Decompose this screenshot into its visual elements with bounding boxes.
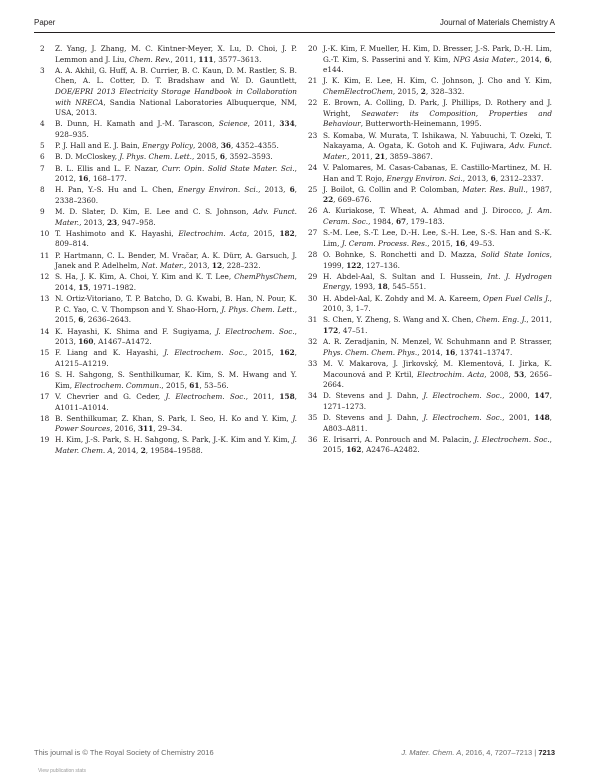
reference-text: , 2011, [526, 315, 552, 325]
reference-source: Chem. Eng. J. [475, 315, 527, 325]
reference-volume: 53 [514, 369, 525, 379]
reference-source: Energy Environ. Sci. [386, 173, 463, 183]
reference-source: J. Phys. Chem. Lett. [119, 152, 192, 162]
reference-text: , 947–958. [117, 217, 156, 227]
reference-volume: 61 [189, 380, 200, 390]
reference-volume: 15 [78, 283, 89, 292]
reference-text: , 13741–13747. [455, 347, 513, 357]
reference-text: H. Kim, J.-S. Park, S. H. Sahgong, S. Park, J.-K. Kim and Y. Kim, [55, 435, 293, 445]
reference-source: J. Mater. Chem. A [55, 435, 297, 456]
reference-text: , 1987, [525, 184, 552, 194]
reference-item [308, 435, 552, 456]
reference-item [40, 44, 297, 65]
reference-text: , 1999, [323, 250, 552, 270]
reference-number: 24 [308, 162, 318, 172]
reference-number: 9 [40, 207, 45, 217]
reference-text: , 2014, [515, 54, 545, 64]
reference-text: , 3859–3867. [385, 151, 433, 161]
reference-number: 20 [308, 44, 318, 53]
reference-text: , 3592–3593. [224, 152, 273, 162]
reference-text: , 2013, [462, 173, 491, 183]
reference-source: J. Electrochem. Soc. [423, 391, 503, 401]
section-label: Paper [34, 18, 56, 27]
reference-text: V. Chevrier and G. Ceder, [55, 391, 166, 401]
reference-number: 19 [40, 435, 50, 445]
reference-number: 30 [308, 293, 318, 303]
reference-text: F. Liang and K. Hayashi, [55, 348, 165, 358]
reference-text: M. V. Makarova, J. Jirkovský, M. Klementová, I. Jirka, K. Macounová and P. Krtil, [323, 358, 552, 379]
copyright-notice: This journal is © The Royal Society of Chemistry 2016 [34, 748, 214, 757]
reference-item [308, 315, 552, 336]
reference-text: , 2011, [245, 391, 280, 401]
reference-text: D. Stevens and J. Dahn, [323, 391, 424, 401]
reference-text: D. Stevens and J. Dahn, [323, 413, 424, 423]
reference-number: 27 [308, 228, 318, 238]
reference-source: Energy Environ. Sci. [178, 185, 259, 195]
reference-item [308, 76, 552, 97]
reference-text: A. R. Zeradjanin, N. Menzel, W. Schuhmann and P. Strasser, [323, 337, 552, 347]
reference-text: , 2011, [247, 119, 280, 129]
page-number: 7213 [538, 748, 555, 757]
reference-item [40, 207, 297, 228]
reference-volume: 16 [445, 347, 456, 357]
reference-volume: 162 [279, 348, 295, 358]
reference-item [40, 370, 297, 391]
reference-item [40, 251, 297, 272]
reference-text: , 2015, [55, 304, 298, 325]
reference-source: Nat. Mater. [141, 261, 185, 271]
reference-text: , 2008, [193, 141, 221, 151]
reference-number: 4 [40, 119, 45, 129]
reference-volume: 23 [106, 217, 118, 227]
reference-source: J. Electrochem. Soc. [165, 391, 246, 401]
reference-text: B. Dunn, H. Kamath and J.-M. Tarascon, [55, 119, 219, 129]
reference-text: P. J. Hall and E. J. Bain, [55, 141, 143, 151]
reference-text: , A1467–A1472. [93, 337, 152, 347]
reference-text: , 2015, [427, 238, 456, 248]
reference-source: Adv. Funct. Mater. [323, 141, 552, 161]
reference-number: 36 [308, 434, 318, 444]
reference-text: S. Ha, J. K. Kim, A. Choi, Y. Kim and K. T. Lee, [55, 272, 235, 282]
reference-volume: 2 [420, 86, 426, 96]
reference-item [40, 414, 297, 435]
reference-item [40, 185, 297, 206]
reference-source: ChemElectroChem [323, 86, 393, 96]
reference-text: , 2015, [246, 228, 280, 238]
reference-text: , A1011–A1014. [55, 391, 297, 412]
reference-item [308, 413, 552, 434]
reference-item [308, 228, 552, 249]
references-column-left [40, 44, 297, 457]
reference-volume: 6 [219, 152, 225, 162]
reference-text: E. Irisarri, A. Ponrouch and M. Palacin, [323, 434, 475, 444]
reference-number: 23 [308, 130, 318, 140]
reference-text: S. Komaba, W. Murata, T. Ishikawa, N. Yabuuchi, T. Ozeki, T. Nakayama, A. Ogata, K. Gotoh and K. Fujiwara, [323, 130, 552, 151]
reference-volume: 16 [78, 174, 89, 184]
reference-text: B. Senthilkumar, Z. Khan, S. Park, I. Seo, H. Ko and Y. Kim, [55, 413, 293, 423]
reference-text: , 2015, [323, 434, 552, 455]
reference-item [40, 119, 297, 140]
reference-text: , 545–551. [387, 282, 427, 292]
reference-text: E. Brown, A. Colling, D. Park, J. Phillips, D. Rothery and J. Wright, [323, 98, 552, 118]
reference-source: Energy Policy [142, 141, 193, 151]
reference-text: , 809–814. [55, 228, 297, 249]
reference-text: , 168–177. [88, 174, 127, 184]
reference-text: S.-M. Lee, S.-T. Lee, D.-H. Lee, S.-H. Lee, S.-S. Han and S.-K. Lim, [323, 228, 552, 248]
reference-text: , 2010, 3, 1–7. [323, 293, 552, 314]
reference-text: , 228–232. [222, 261, 261, 271]
reference-source: Int. J. Hydrogen Energy [323, 271, 552, 292]
reference-source: Phys. Chem. Chem. Phys. [323, 347, 418, 357]
reference-source: J. Electrochem. Soc. [423, 413, 503, 423]
reference-volume: 182 [279, 228, 295, 238]
reference-number: 35 [308, 413, 318, 423]
reference-volume: 12 [211, 261, 223, 271]
reference-text: , 1271–1273. [323, 391, 552, 411]
reference-item [40, 272, 297, 293]
reference-source: J. Ceram. Process. Res. [341, 238, 428, 248]
reference-text: , 2016, [110, 424, 138, 434]
reference-volume: 21 [374, 151, 386, 161]
reference-source: Electrochim. Acta [178, 228, 247, 238]
reference-item [40, 66, 297, 119]
reference-item [40, 435, 297, 456]
reference-number: 25 [308, 184, 318, 194]
reference-volume: 334 [279, 119, 295, 129]
reference-volume: 122 [346, 260, 362, 270]
reference-text: , 669–676. [333, 195, 372, 205]
reference-text: , 2015, [161, 380, 190, 390]
reference-source: J. Electrochem. Soc. [216, 326, 295, 336]
reference-volume: 16 [455, 238, 466, 248]
journal-name: Journal of Materials Chemistry A [439, 18, 555, 27]
footer-separator: | [532, 748, 539, 757]
reference-source: J. Electrochem. Soc. [474, 434, 550, 444]
reference-text: , 1971–1982. [88, 283, 137, 292]
reference-item [40, 152, 297, 163]
reference-text: , 2013, [79, 217, 107, 227]
reference-source: J. Am. Ceram. Soc. [323, 206, 552, 227]
reference-text: , 2012, [55, 163, 297, 184]
reference-text: B. L. Ellis and L. F. Nazar, [55, 163, 162, 173]
reference-volume: 160 [78, 337, 94, 347]
reference-item [40, 348, 297, 369]
reference-text: , 2014, [55, 272, 297, 292]
reference-source: Solid State Ionics [480, 250, 550, 260]
footer-citation [401, 748, 555, 757]
reference-text: , 47–51. [338, 325, 368, 335]
reference-text: K. Hayashi, K. Shima and F. Sugiyama, [55, 326, 217, 336]
reference-item [40, 141, 297, 152]
reference-text: , 4352–4355. [231, 141, 279, 151]
reference-volume: 67 [395, 217, 407, 227]
reference-text: , 1993, [349, 282, 378, 292]
reference-text: , 49–53. [465, 238, 495, 248]
reference-source: DOE/EPRI 2013 Electricity Storage Handbook in Collaboration with NRECA [55, 86, 297, 107]
reference-text: , e144. [323, 54, 552, 75]
reference-volume: 6 [490, 173, 496, 183]
reference-text: , 2008, [484, 369, 515, 379]
reference-volume: 6 [289, 185, 295, 195]
reference-number: 17 [40, 391, 50, 401]
reference-text: , 2312–2337. [495, 173, 544, 183]
reference-number: 18 [40, 413, 50, 423]
reference-number: 3 [40, 65, 45, 75]
reference-text: , 2013, [258, 185, 290, 195]
reference-item [308, 250, 552, 271]
reference-text: A. Kuriakose, T. Wheat, A. Ahmad and J. Dirocco, [323, 206, 529, 216]
reference-text: , 2338–2360. [55, 185, 297, 205]
reference-number: 29 [308, 271, 318, 281]
reference-number: 22 [308, 98, 318, 108]
reference-text: , 2014, [417, 347, 446, 357]
reference-text: , 2013, [55, 326, 297, 347]
reference-text: , 179–183. [406, 217, 445, 227]
view-publication-link[interactable]: View publication stats [38, 768, 86, 774]
reference-text: P. Hartmann, C. L. Bender, M. Vračar, A. K. Dürr, A. Garsuch, J. Janek and P. Adelhelm, [55, 250, 297, 271]
reference-number: 11 [40, 250, 50, 260]
reference-volume: 162 [346, 445, 362, 455]
reference-volume: 6 [78, 315, 84, 325]
reference-text: H. Abdel-Aal, S. Sultan and I. Hussein, [323, 271, 488, 281]
reference-source: J. Phys. Chem. Lett. [221, 304, 295, 314]
reference-text: , Sandia National Laboratories Albuquerque, NM, USA, 2013. [55, 97, 297, 118]
reference-volume: 311 [137, 424, 154, 434]
reference-text: , 2013, [184, 261, 212, 271]
reference-number: 2 [40, 44, 45, 53]
reference-item [308, 359, 552, 391]
reference-text: N. Ortiz-Vitoriano, T. P. Batcho, D. G. Kwabi, B. Han, N. Pour, K. P. C. Yao, C. V. Thompson and Y. Shao-Horn, [55, 294, 297, 314]
footer-journal: J. Mater. Chem. A [401, 748, 462, 757]
reference-number: 28 [308, 250, 318, 260]
reference-number: 16 [40, 370, 50, 380]
reference-text: B. D. McCloskey, [55, 152, 120, 162]
reference-text: , A2476–A2482. [361, 445, 420, 455]
reference-text: , 928–935. [55, 119, 297, 139]
reference-item [308, 185, 552, 206]
reference-text: , 2656–2664. [323, 369, 552, 390]
reference-item [40, 327, 297, 348]
reference-volume: 2 [140, 446, 146, 456]
reference-text: , 2015, [244, 348, 280, 358]
reference-text: J. Boilot, G. Collin and P. Colomban, [323, 184, 463, 194]
reference-item [308, 131, 552, 163]
reference-text: V. Palomares, M. Casas-Cabanas, E. Castillo-Martinez, M. H. Han and T. Rojo, [323, 162, 552, 183]
reference-number: 31 [308, 315, 318, 325]
reference-text: , 2015, [392, 86, 421, 96]
reference-number: 26 [308, 206, 318, 216]
reference-volume: 22 [323, 195, 334, 205]
reference-text: T. Hashimoto and K. Hayashi, [55, 228, 179, 238]
reference-source: Mater. Res. Bull. [462, 184, 526, 194]
footer-volume: , 2016, 4, 7207–7213 [461, 748, 533, 757]
reference-item [40, 392, 297, 413]
reference-source: Electrochim. Acta [417, 369, 485, 379]
reference-text: J.-K. Kim, F. Mueller, H. Kim, D. Bresser, J.-S. Park, D.-H. Lim, G.-T. Kim, S. Passerini and Y. Kim, [323, 44, 552, 64]
reference-text: , 2011, [170, 54, 199, 64]
reference-item [40, 294, 297, 326]
reference-text: , 2015, [192, 152, 220, 162]
reference-source: Science [218, 119, 248, 129]
reference-text: , 2636–2643. [83, 315, 132, 325]
reference-volume: 147 [534, 391, 550, 401]
reference-item [308, 206, 552, 227]
reference-text: H. Abdel-Aal, K. Zohdy and M. A. Kareem, [323, 293, 483, 303]
reference-volume: 172 [323, 325, 339, 335]
reference-text: , 2001, [502, 413, 535, 423]
reference-source: Electrochem. Commun. [74, 380, 162, 390]
page-header [0, 0, 595, 40]
reference-source: Curr. Opin. Solid State Mater. Sci. [161, 163, 295, 173]
reference-source: Seawater: its Composition, Properties and Behaviour [323, 108, 552, 129]
reference-text: , 53–56. [199, 380, 229, 390]
reference-source: Chem. Rev. [128, 54, 171, 64]
reference-text: , 2011, [347, 151, 375, 161]
reference-text: , 19584–19588. [145, 446, 203, 456]
reference-text: , 127–136. [361, 260, 400, 270]
reference-volume: 36 [220, 141, 232, 151]
reference-source: J. Electrochem. Soc. [164, 348, 245, 358]
reference-volume: 18 [377, 282, 388, 292]
reference-text: , 1984, [368, 217, 396, 227]
reference-text: , 2000, [502, 391, 535, 401]
reference-number: 15 [40, 348, 50, 358]
reference-number: 13 [40, 294, 50, 304]
reference-item [308, 391, 552, 412]
reference-text: M. D. Slater, D. Kim, E. Lee and C. S. Johnson, [55, 207, 254, 217]
reference-number: 21 [308, 76, 318, 86]
reference-text: H. Pan, Y.-S. Hu and L. Chen, [55, 185, 178, 195]
reference-text: J. K. Kim, E. Lee, H. Kim, C. Johnson, J. Cho and Y. Kim, [323, 76, 552, 86]
reference-text: , Butterworth-Heinemann, 1995. [360, 119, 482, 129]
reference-number: 8 [40, 185, 45, 195]
reference-volume: 111 [198, 54, 214, 64]
reference-text: S. H. Sahgong, S. Senthilkumar, K. Kim, S. M. Hwang and Y. Kim, [55, 370, 297, 390]
references-column-right [308, 44, 552, 457]
header-divider [34, 32, 555, 33]
reference-source: ChemPhysChem [234, 272, 295, 282]
reference-number: 12 [40, 272, 50, 282]
reference-number: 34 [308, 391, 318, 401]
reference-number: 7 [40, 163, 45, 173]
reference-text: , 29–34. [153, 424, 183, 434]
reference-item [40, 229, 297, 250]
reference-text: Z. Yang, J. Zhang, M. C. Kintner-Meyer, X. Lu, D. Choi, J. P. Lemmon and J. Liu, [55, 44, 297, 64]
reference-item [308, 272, 552, 293]
reference-text: S. Chen, Y. Zheng, S. Wang and X. Chen, [323, 315, 476, 325]
reference-item [308, 294, 552, 315]
reference-number: 10 [40, 228, 50, 238]
reference-number: 6 [40, 152, 45, 162]
reference-number: 32 [308, 337, 318, 347]
reference-text: , 3577–3613. [213, 54, 262, 64]
reference-number: 5 [40, 141, 45, 151]
reference-number: 14 [40, 326, 50, 336]
reference-volume: 158 [279, 391, 295, 401]
reference-source: NPG Asia Mater. [453, 54, 516, 64]
reference-item [308, 163, 552, 184]
reference-item [308, 337, 552, 358]
reference-item [308, 44, 552, 76]
reference-text: , A1215–A1219. [55, 348, 297, 368]
page-footer [34, 748, 555, 764]
reference-source: Adv. Funct. Mater. [55, 207, 297, 227]
reference-source: J. Power Sources [55, 413, 297, 434]
reference-text: , 2014, [112, 446, 141, 456]
reference-volume: 148 [534, 413, 550, 423]
reference-text: , 328–332. [425, 86, 465, 96]
reference-source: Open Fuel Cells J. [482, 293, 550, 303]
reference-number: 33 [308, 358, 318, 368]
reference-item [308, 98, 552, 130]
reference-text: A. A. Akhil, G. Huff, A. B. Currier, B. C. Kaun, D. M. Rastler, S. B. Chen, A. L. Cotter, D. T. Bradshaw and W. D. Gauntlett, [55, 65, 297, 86]
reference-item [40, 164, 297, 185]
reference-text: O. Bohnke, S. Ronchetti and D. Mazza, [323, 250, 481, 260]
reference-volume: 6 [544, 54, 550, 64]
reference-text: , A803–A811. [323, 413, 552, 433]
